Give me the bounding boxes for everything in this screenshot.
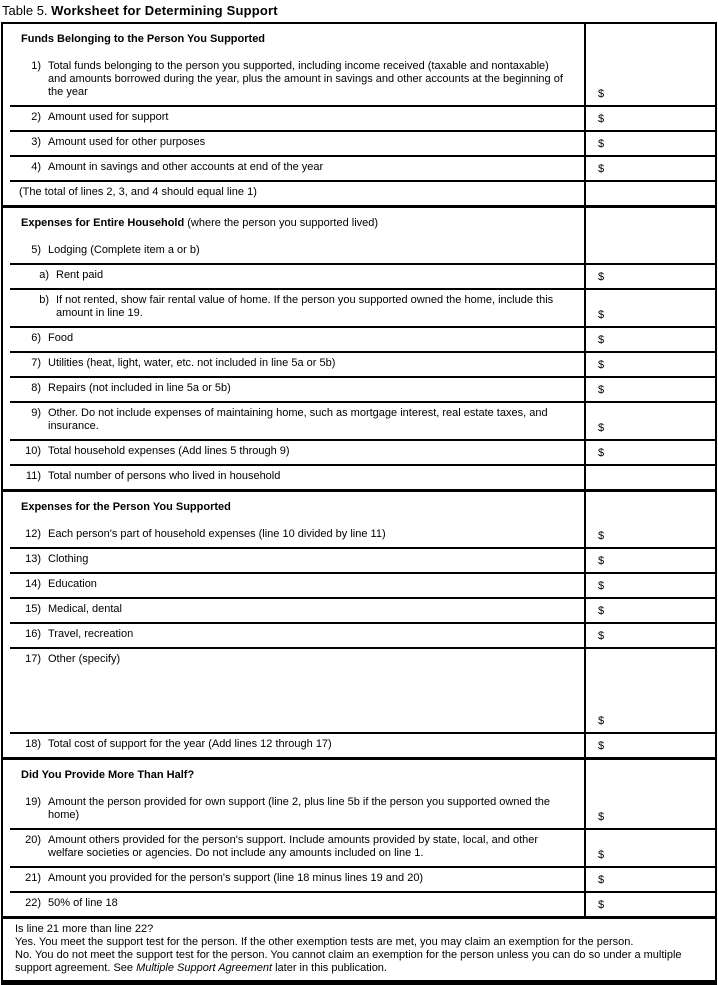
line-number: 8)	[31, 382, 41, 394]
section-title-label: Expenses for the Person You Supported	[21, 501, 231, 513]
footer-instructions	[3, 916, 715, 980]
line-number: 17)	[25, 653, 41, 665]
footer-yes-text: You meet the support test for the person. If the other exemption tests are met, you may claim an exemption for the person.	[38, 936, 634, 948]
dollar-sign: $	[598, 530, 605, 542]
line-text-cell	[3, 439, 584, 464]
section-subtitle-label: (where the person you supported lived)	[187, 217, 379, 229]
row-line-15	[3, 597, 715, 622]
row-line-12	[3, 522, 715, 547]
line-text-cell	[3, 351, 584, 376]
amount-field	[584, 155, 715, 180]
row-line-1	[3, 54, 715, 105]
line-text-cell	[3, 547, 584, 572]
row-line-2	[3, 105, 715, 130]
line-text-cell	[3, 464, 584, 489]
line-text-cell	[3, 622, 584, 647]
section-header-more-than-half	[3, 760, 715, 790]
line-number: a)	[39, 269, 49, 281]
line-number: b)	[39, 294, 49, 306]
amount-field	[584, 891, 715, 916]
amount-field	[584, 439, 715, 464]
line-text: Other (specify)	[48, 653, 121, 665]
dollar-sign: $	[598, 605, 605, 617]
section-header-household-expenses	[3, 208, 715, 238]
footer-question: Is line 21 more than line 22?	[15, 923, 154, 935]
dollar-sign: $	[598, 138, 605, 150]
dollar-sign: $	[598, 309, 605, 321]
amount-field	[584, 401, 715, 439]
line-text: Medical, dental	[48, 603, 122, 615]
amount-field	[584, 130, 715, 155]
amount-field	[584, 326, 715, 351]
line-text: Lodging (Complete item a or b)	[48, 244, 200, 256]
line-number: 18)	[25, 738, 41, 750]
amount-field	[584, 597, 715, 622]
line-text: Clothing	[48, 553, 89, 565]
line-number: 12)	[25, 528, 41, 540]
amount-cell-empty	[584, 180, 715, 205]
amount-field	[584, 351, 715, 376]
amount-field	[584, 647, 715, 732]
row-line-9	[3, 401, 715, 439]
section-title-label: Funds Belonging to the Person You Supported	[21, 33, 266, 45]
dollar-sign: $	[598, 271, 605, 283]
line-text: 50% of line 18	[48, 897, 118, 909]
amount-cell-empty	[584, 492, 715, 522]
section-household-expenses	[3, 205, 715, 489]
line-number: 16)	[25, 628, 41, 640]
line-text-cell	[3, 790, 584, 828]
row-line-total-note	[3, 180, 715, 205]
line-text-cell	[3, 572, 584, 597]
amount-field	[584, 105, 715, 130]
footer-yes-label: Yes.	[15, 936, 37, 948]
footer-no-line	[15, 949, 701, 975]
section-header-cell	[3, 208, 584, 238]
line-text-cell	[3, 105, 584, 130]
line-text: Amount used for support	[48, 111, 169, 123]
line-text: Other. Do not include expenses of maintaining home, such as mortgage interest, real estate taxes, and insurance.	[48, 407, 548, 432]
line-text-cell	[3, 288, 584, 326]
line-number: 3)	[31, 136, 41, 148]
line-number: 6)	[31, 332, 41, 344]
page-title	[0, 0, 718, 22]
line-number: 14)	[25, 578, 41, 590]
line-text: Total number of persons who lived in household	[48, 470, 281, 482]
dollar-sign: $	[598, 384, 605, 396]
line-text: Each person's part of household expenses (line 10 divided by line 11)	[48, 528, 386, 540]
amount-field	[584, 288, 715, 326]
line-number: 11)	[25, 470, 41, 482]
footer-yes-line	[15, 936, 701, 949]
line-text-cell	[3, 238, 584, 263]
amount-field	[584, 547, 715, 572]
line-number: 19)	[25, 796, 41, 808]
line-text-cell	[3, 597, 584, 622]
dollar-sign: $	[598, 849, 605, 861]
amount-field	[584, 828, 715, 866]
line-text: Amount in savings and other accounts at end of the year	[48, 161, 324, 173]
amount-cell-empty	[584, 24, 715, 54]
line-text: (The total of lines 2, 3, and 4 should equal line 1)	[19, 186, 257, 198]
dollar-sign: $	[598, 422, 605, 434]
dollar-sign: $	[598, 580, 605, 592]
amount-field	[584, 622, 715, 647]
dollar-sign: $	[598, 113, 605, 125]
table-number-label: Table 5.	[2, 3, 48, 18]
line-text-cell	[3, 401, 584, 439]
section-header-cell	[3, 760, 584, 790]
dollar-sign: $	[598, 899, 605, 911]
dollar-sign: $	[598, 359, 605, 371]
amount-field	[584, 54, 715, 105]
line-number: 1)	[31, 60, 41, 72]
line-text-cell	[3, 891, 584, 916]
dollar-sign: $	[598, 88, 605, 100]
line-text-cell	[3, 180, 584, 205]
line-number: 5)	[31, 244, 41, 256]
line-text: Amount others provided for the person's support. Include amounts provided by state, local, and other welfare societies or agencies. Do not include any amounts included on line 1.	[48, 834, 539, 859]
amount-cell-empty	[584, 760, 715, 790]
line-text: Amount you provided for the person's support (line 18 minus lines 19 and 20)	[48, 872, 424, 884]
footer-no-text-italic: Multiple Support Agreement	[136, 962, 273, 974]
line-number: 2)	[31, 111, 41, 123]
line-text-cell	[3, 326, 584, 351]
amount-cell-empty	[584, 238, 715, 263]
line-text: Amount used for other purposes	[48, 136, 206, 148]
table-title-label: Worksheet for Determining Support	[51, 3, 278, 18]
line-text: Travel, recreation	[48, 628, 134, 640]
row-line-13	[3, 547, 715, 572]
line-text: Rent paid	[56, 269, 104, 281]
footer-no-text-after: later in this publication.	[272, 962, 387, 974]
dollar-sign: $	[598, 555, 605, 567]
row-line-4	[3, 155, 715, 180]
line-text-cell	[3, 828, 584, 866]
footer-no-label: No.	[15, 949, 33, 961]
line-number: 13)	[25, 553, 41, 565]
amount-cell-empty	[584, 208, 715, 238]
row-line-11	[3, 464, 715, 489]
row-line-3	[3, 130, 715, 155]
section-person-expenses	[3, 489, 715, 757]
row-line-21	[3, 866, 715, 891]
row-line-17	[3, 647, 715, 732]
worksheet-table	[1, 22, 717, 985]
row-line-20	[3, 828, 715, 866]
dollar-sign: $	[598, 334, 605, 346]
amount-field	[584, 263, 715, 288]
line-text: If not rented, show fair rental value of home. If the person you supported owned the home, include this amount in line 19.	[56, 294, 554, 319]
line-text: Total funds belonging to the person you supported, including income received (taxable and nontaxable) and amounts borrowed during the year, plus the amount in savings and other accounts at the beginning of the year	[48, 60, 563, 98]
line-text-cell	[3, 647, 584, 732]
section-header-funds-belonging	[3, 24, 715, 54]
amount-field	[584, 522, 715, 547]
row-line-5	[3, 238, 715, 263]
line-text-cell	[3, 54, 584, 105]
row-line-10	[3, 439, 715, 464]
line-number: 21)	[25, 872, 41, 884]
row-line-5b	[3, 288, 715, 326]
row-line-18	[3, 732, 715, 757]
amount-cell-empty	[584, 464, 715, 489]
line-text: Utilities (heat, light, water, etc. not included in line 5a or 5b)	[48, 357, 336, 369]
dollar-sign: $	[598, 811, 605, 823]
section-header-cell	[3, 492, 584, 522]
amount-field	[584, 572, 715, 597]
section-title-label: Did You Provide More Than Half?	[21, 769, 195, 781]
dollar-sign: $	[598, 715, 605, 727]
line-number: 20)	[25, 834, 41, 846]
line-text: Food	[48, 332, 74, 344]
dollar-sign: $	[598, 447, 605, 459]
line-text-cell	[3, 522, 584, 547]
line-number: 15)	[25, 603, 41, 615]
section-header-person-expenses	[3, 492, 715, 522]
amount-field	[584, 376, 715, 401]
line-text-cell	[3, 263, 584, 288]
line-number: 9)	[31, 407, 41, 419]
dollar-sign: $	[598, 163, 605, 175]
footer-no-text: You do not meet the support test for the person. You cannot claim an exemption for the person unless you can do so under a multiple support agreement. See	[15, 949, 682, 974]
dollar-sign: $	[598, 740, 605, 752]
dollar-sign: $	[598, 874, 605, 886]
section-header-cell	[3, 24, 584, 54]
line-text: Total cost of support for the year (Add lines 12 through 17)	[48, 738, 332, 750]
row-line-22	[3, 891, 715, 916]
line-number: 7)	[31, 357, 41, 369]
dollar-sign: $	[598, 630, 605, 642]
row-line-8	[3, 376, 715, 401]
row-line-5a	[3, 263, 715, 288]
row-line-19	[3, 790, 715, 828]
line-number: 10)	[25, 445, 41, 457]
row-line-14	[3, 572, 715, 597]
section-more-than-half	[3, 757, 715, 916]
amount-field	[584, 866, 715, 891]
row-line-6	[3, 326, 715, 351]
line-text-cell	[3, 866, 584, 891]
amount-field	[584, 790, 715, 828]
line-number: 4)	[31, 161, 41, 173]
line-text: Total household expenses (Add lines 5 through 9)	[48, 445, 290, 457]
line-text: Education	[48, 578, 97, 590]
section-funds-belonging	[3, 24, 715, 205]
section-title-label: Expenses for Entire Household	[21, 217, 185, 229]
row-line-16	[3, 622, 715, 647]
line-number: 22)	[25, 897, 41, 909]
line-text: Amount the person provided for own support (line 2, plus line 5b if the person you supported owned the home)	[48, 796, 551, 821]
row-line-7	[3, 351, 715, 376]
line-text-cell	[3, 376, 584, 401]
amount-field	[584, 732, 715, 757]
line-text: Repairs (not included in line 5a or 5b)	[48, 382, 231, 394]
line-text-cell	[3, 732, 584, 757]
line-text-cell	[3, 130, 584, 155]
line-text-cell	[3, 155, 584, 180]
